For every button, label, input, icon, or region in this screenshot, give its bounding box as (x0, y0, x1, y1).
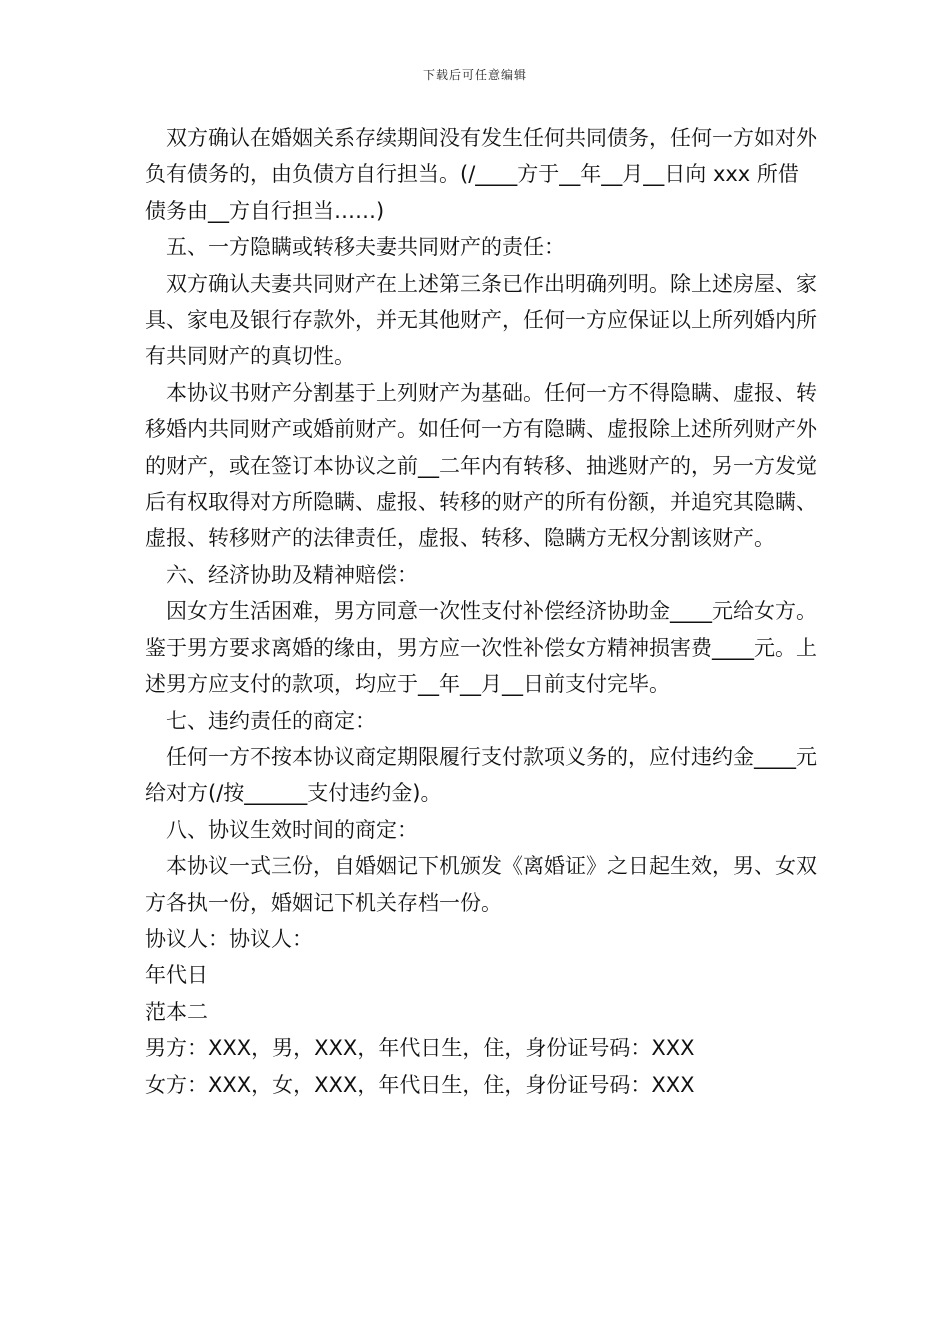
man-info-line: 男方：XXX，男，XXX，年代日生，住，身份证号码：XXX (145, 1036, 695, 1061)
paragraph-property-division: 本协议书财产分割基于上列财产为基础。任何一方不得隐瞒、虚报、转移婚内共同财产或婚前财产。如任何一方有隐瞒、虚报除上述所列财产外的财产，或在签订本协议之前__二年内有转移、抽逃财产的，另一方发觉后有权取得对方所隐瞒、虚报、转移的财产的所有份额，并追究其隐瞒、虚报、转移财产的法律责任，虚报、转移、隐瞒方无权分割该财产。 (145, 380, 817, 551)
paragraph-breach: 任何一方不按本协议商定期限履行支付款项义务的，应付违约金____元给对方(/按______支付违约金)。 (145, 744, 817, 806)
signatories-line: 协议人：协议人： (145, 926, 313, 951)
page-header: 下载后可任意编辑 (422, 68, 527, 82)
document-body (145, 120, 817, 1103)
template-title: 范本二 (145, 999, 208, 1024)
section-heading-eight: 八、协议生效时间的商定： (166, 817, 418, 842)
paragraph-effective-time: 本协议一式三份，自婚姻记下机颁发《离婚证》之日起生效，男、女双方各执一份，婚姻记下机关存档一份。 (145, 854, 817, 915)
section-heading-seven: 七、违约责任的商定： (166, 708, 376, 733)
date-line: 年代日 (145, 963, 208, 988)
woman-info-line: 女方：XXX，女，XXX，年代日生，住，身份证号码：XXX (145, 1072, 695, 1097)
paragraph-debt-confirmation: 双方确认在婚姻关系存续期间没有发生任何共同债务，任何一方如对外负有债务的，由负债方自行担当。(/____方于__年__月__日向 xxx 所借债务由__方自行担当……) (145, 126, 817, 223)
paragraph-compensation: 因女方生活困难，男方同意一次性支付补偿经济协助金____元给女方。鉴于男方要求离婚的缘由，男方应一次性补偿女方精神损害费____元。上述男方应支付的款项，均应于__年__月__日前支付完毕。 (145, 599, 817, 697)
section-heading-six: 六、经济协助及精神赔偿： (166, 562, 418, 587)
paragraph-property-listing: 双方确认夫妻共同财产在上述第三条已作出明确列明。除上述房屋、家具、家电及银行存款外，并无其他财产，任何一方应保证以上所列婚内所有共同财产的真切性。 (145, 271, 817, 369)
section-heading-five: 五、一方隐瞒或转移夫妻共同财产的责任： (166, 235, 565, 260)
